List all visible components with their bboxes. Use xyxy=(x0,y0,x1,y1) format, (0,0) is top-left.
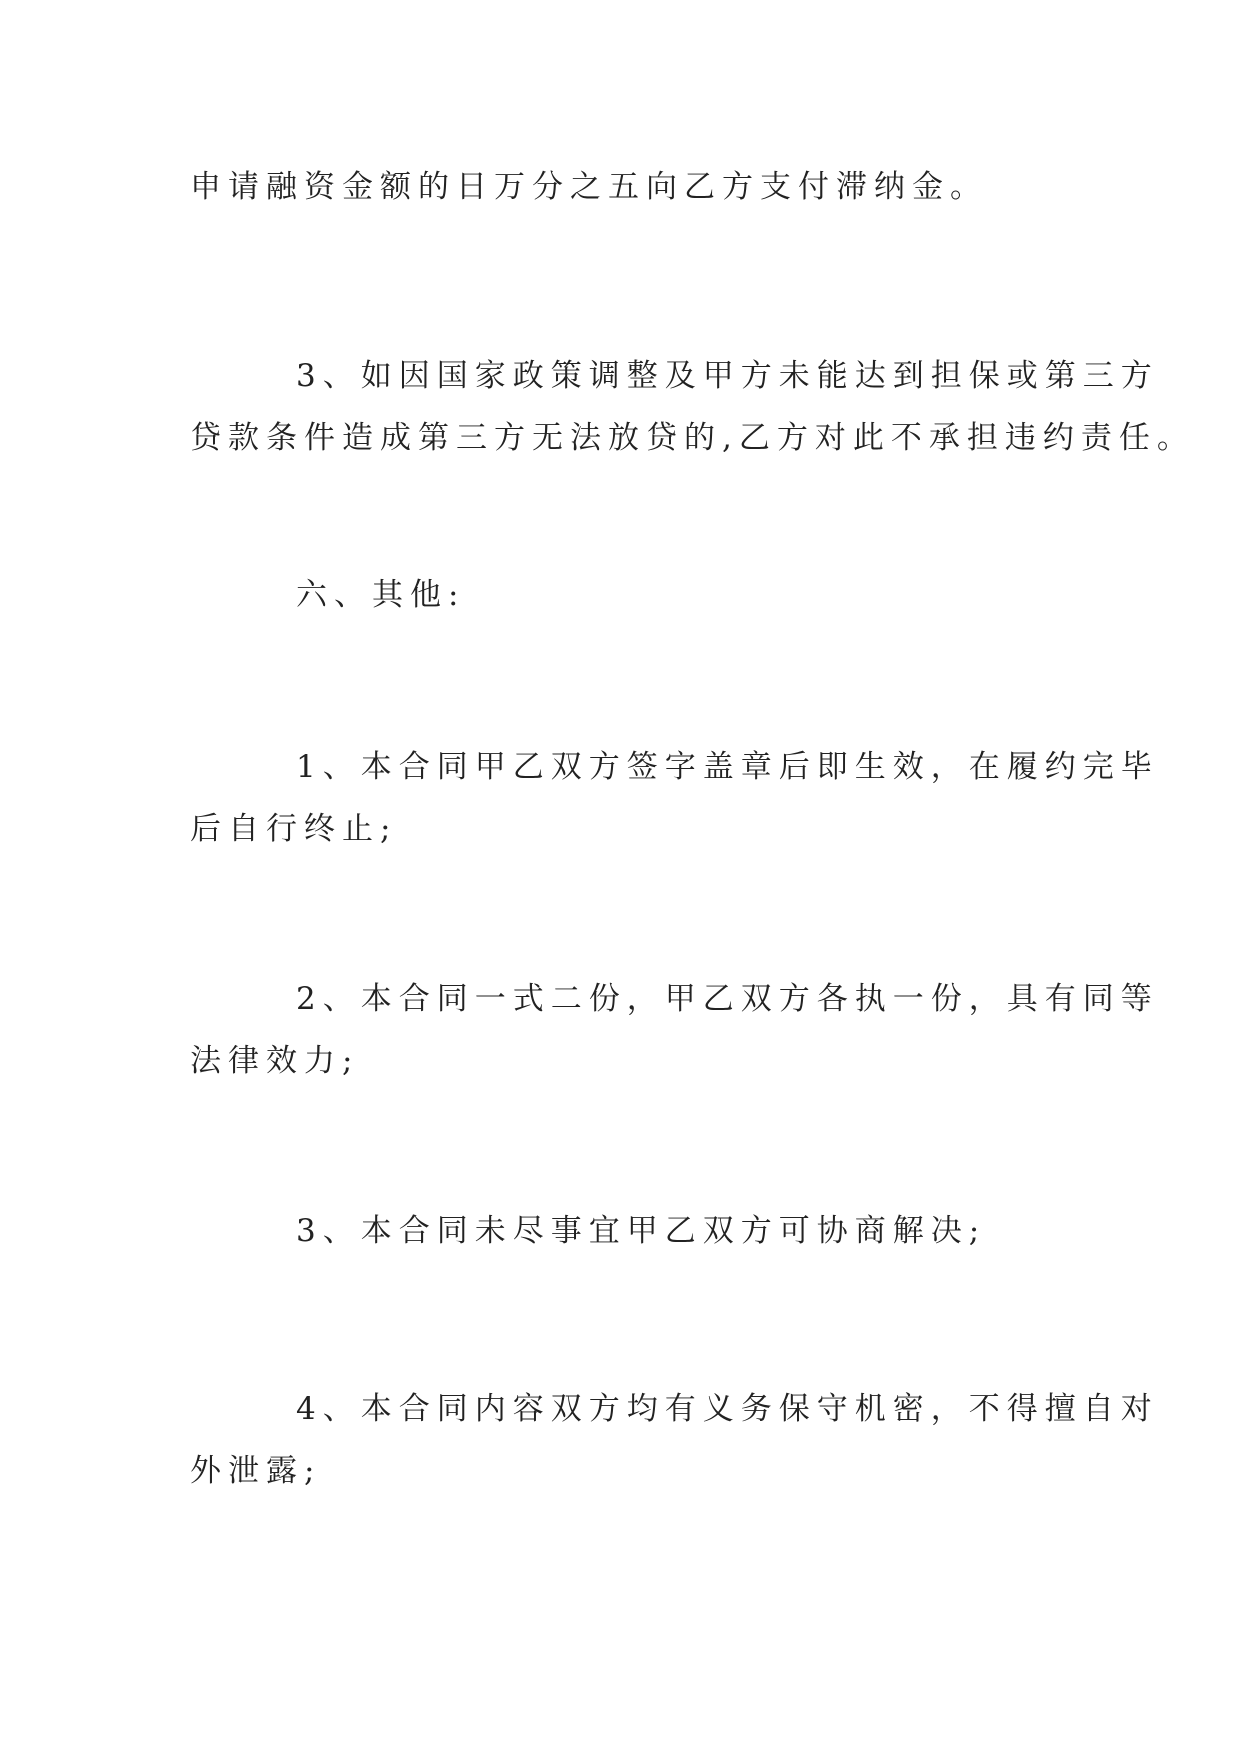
paragraph-clause-4-confidentiality xyxy=(190,1378,1159,1502)
paragraph-clause-2-copies xyxy=(190,968,1159,1092)
text-line: 3、本合同未尽事宜甲乙双方可协商解决; xyxy=(296,1213,987,1249)
text-line: 法律效力; xyxy=(190,1043,360,1079)
text-line: 3、如因国家政策调整及甲方未能达到担保或第三方 xyxy=(296,358,1159,394)
text-line: 外泄露; xyxy=(190,1453,322,1489)
paragraph-clause-1-effective xyxy=(190,736,1159,860)
text-line: 2、本合同一式二份，甲乙双方各执一份，具有同等 xyxy=(296,981,1159,1017)
paragraph-late-fee-continuation xyxy=(190,156,1060,218)
section-heading-other xyxy=(190,564,1060,626)
text-line: 六、其他: xyxy=(296,577,466,613)
paragraph-clause-3-policy xyxy=(190,345,1195,469)
text-line: 后自行终止; xyxy=(190,811,398,847)
paragraph-clause-3-negotiation xyxy=(190,1200,1060,1262)
text-line: 1、本合同甲乙双方签字盖章后即生效，在履约完毕 xyxy=(296,749,1159,785)
text-line: 贷款条件造成第三方无法放贷的,乙方对此不承担违约责任。 xyxy=(190,420,1195,456)
text-line: 4、本合同内容双方均有义务保守机密，不得擅自对 xyxy=(296,1391,1159,1427)
text-line: 申请融资金额的日万分之五向乙方支付滞纳金。 xyxy=(190,169,988,205)
